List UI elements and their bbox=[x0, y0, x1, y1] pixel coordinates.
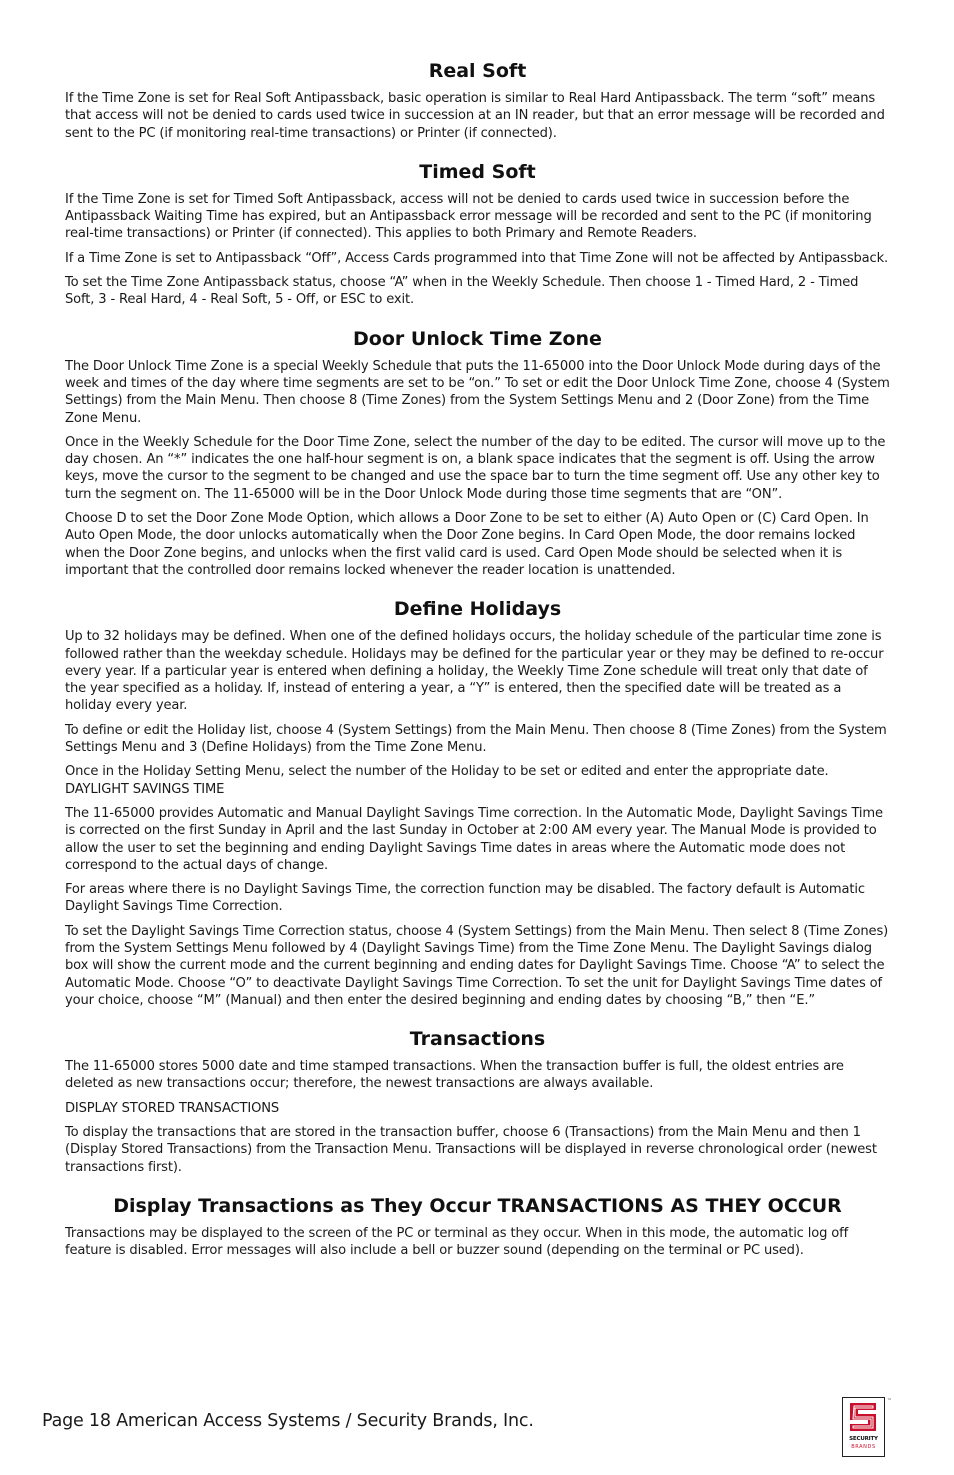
paragraph: Once in the Holiday Setting Menu, select the number of the Holiday to be set or edited and enter the appropriate date. DAYLIGHT SAVINGS TIME bbox=[65, 764, 829, 797]
section-display-transactions bbox=[65, 1193, 890, 1260]
paragraph: To set the Daylight Savings Time Correction status, choose 4 (System Settings) from the Main Menu. Then select 8 (Time Zones) from the System Settings Menu followed by 4 (Daylight Savings Time) from the Time Zone Menu. The Daylight Savings dialog box will show the current mode and the current beginning and ending dates for Daylight Savings Time. Choose “A” to select the Automatic Mode. Choose “O” to deactivate Daylight Savings Time Correction. To set the unit for Daylight Savings Time dates of your choice, choose “M” (Manual) and then enter the desired beginning and ending dates by choosing “B,” then “E.” bbox=[65, 923, 889, 1008]
paragraph: To define or edit the Holiday list, choose 4 (System Settings) from the Main Menu. Then choose 8 (Time Zones) from the System Settings Menu and 3 (Define Holidays) from the Time Zone Menu. bbox=[65, 722, 887, 756]
page-footer: Page 18 American Access Systems / Security Brands, Inc. bbox=[42, 1411, 534, 1431]
paragraph: If the Time Zone is set for Real Soft Antipassback, basic operation is similar to Real Hard Antipassback. The term “soft” means that access will not be denied to cards used twice in succession at an IN reader, but that an error message will be recorded and sent to the PC (if monitoring real-time transactions) or Printer (if connected). bbox=[65, 91, 885, 141]
heading-define-holidays: Define Holidays bbox=[393, 598, 562, 621]
document-body bbox=[65, 58, 890, 1277]
heading-door-unlock-time-zone: Door Unlock Time Zone bbox=[353, 327, 602, 350]
heading-real-soft: Real Soft bbox=[428, 60, 527, 82]
paragraph: To set the Time Zone Antipassback status, choose “A” when in the Weekly Schedule. Then choose 1 - Timed Hard, 2 - Timed Soft, 3 - Real Hard, 4 - Real Soft, 5 - Off, or ESC to exit. bbox=[65, 275, 859, 308]
paragraph: The 11-65000 provides Automatic and Manual Daylight Savings Time correction. In the Automatic Mode, Daylight Savings Time is corrected on the first Sunday in April and the last Sunday in October at 2:00 AM every year. The Manual Mode is provided to allow the user to set the beginning and ending Daylight Savings Time dates in areas where the Automatic mode does not correspond to the actual days of change. bbox=[65, 805, 883, 873]
paragraph: To display the transactions that are stored in the transaction buffer, choose 6 (Transactions) from the Main Menu and then 1 (Display Stored Transactions) from the Transaction Menu. Transactions will be displayed in reverse chronological order (newest transactions first). bbox=[65, 1125, 877, 1175]
paragraph: If the Time Zone is set for Timed Soft Antipassback, access will not be denied to cards used twice in succession before the Antipassback Waiting Time has expired, but an Antipassback error message will be recorded and sent to the PC (if monitoring real-time transactions) or Printer (if connected). This applies to both Primary and Remote Readers. bbox=[65, 191, 872, 242]
heading-transactions: Transactions bbox=[409, 1028, 546, 1051]
section-transactions bbox=[65, 1026, 890, 1176]
paragraph: For areas where there is no Daylight Savings Time, the correction function may be disabled. The factory default is Automatic Daylight Savings Time Correction. bbox=[65, 882, 865, 915]
paragraph: Once in the Weekly Schedule for the Door Time Zone, select the number of the day to be edited. The cursor will move up to the day chosen. An “*” indicates the one half-hour segment is on, a blank space indicates that the segment is off. Using the arrow keys, move the cursor to the segment to be changed and use the space bar to turn the time segment off. Use any other key to turn the segment on. The 11-65000 will be in the Door Unlock Mode during those time segments that are “ON”. bbox=[65, 434, 886, 502]
heading-timed-soft: Timed Soft bbox=[419, 160, 536, 183]
security-brands-logo bbox=[842, 1397, 885, 1457]
logo-s-mark-icon bbox=[843, 1398, 884, 1436]
paragraph: The Door Unlock Time Zone is a special Weekly Schedule that puts the 11-65000 into the Door Unlock Mode during days of the week and times of the day where time segments are set to be “on.” To set or edit the Door Unlock Time Zone, choose 4 (System Settings) from the Main Menu. Then choose 8 (Time Zones) from the System Settings Menu and 2 (Door Zone) from the Time Zone Menu. bbox=[65, 358, 890, 426]
paragraph: Choose D to set the Door Zone Mode Option, which allows a Door Zone to be set to either (A) Auto Open or (C) Card Open. In Auto Open Mode, the door unlocks automatically when the Door Zone begins. In Card Open Mode, the door remains locked when the Door Zone begins, and unlocks when the first valid card is used. Card Open Mode should be selected when it is important that the controlled door remains locked whenever the reader location is unattended. bbox=[65, 511, 869, 578]
heading-display-transactions: Display Transactions as They Occur TRANSACTIONS AS THEY OCCUR bbox=[113, 1194, 842, 1217]
logo-text-security: SECURITY bbox=[849, 1436, 878, 1442]
paragraph: Transactions may be displayed to the screen of the PC or terminal as they occur. When in this mode, the automatic log off feature is disabled. Error messages will also include a bell or buzzer sound (depending on the terminal or PC used). bbox=[65, 1225, 849, 1259]
section-define-holidays bbox=[65, 596, 890, 1009]
trademark-mark: ™ bbox=[887, 1398, 892, 1404]
paragraph: Up to 32 holidays may be defined. When one of the defined holidays occurs, the holiday schedule of the particular time zone is followed rather than the weekday schedule. Holidays may be defined for the particular year or they may be defined to re-occur every year. If a particular year is entered when defining a holiday, the Weekly Time Zone schedule will treat only that date of the year specified as a holiday. If, instead of entering a year, a “Y” is entered, then the specified date will be treated as a holiday every year. bbox=[65, 629, 884, 714]
paragraph: The 11-65000 stores 5000 date and time stamped transactions. When the transaction buffer is full, the oldest entries are deleted as new transactions occur; therefore, the newest transactions are always available. bbox=[65, 1059, 844, 1092]
paragraph: DISPLAY STORED TRANSACTIONS bbox=[65, 1100, 280, 1116]
paragraph: If a Time Zone is set to Antipassback “Off”, Access Cards programmed into that Time Zone will not be affected by Antipassback. bbox=[65, 250, 889, 266]
section-door-unlock bbox=[65, 326, 890, 580]
logo-text-brands: BRANDS bbox=[851, 1444, 876, 1450]
section-real-soft bbox=[65, 58, 890, 142]
section-timed-soft bbox=[65, 159, 890, 309]
